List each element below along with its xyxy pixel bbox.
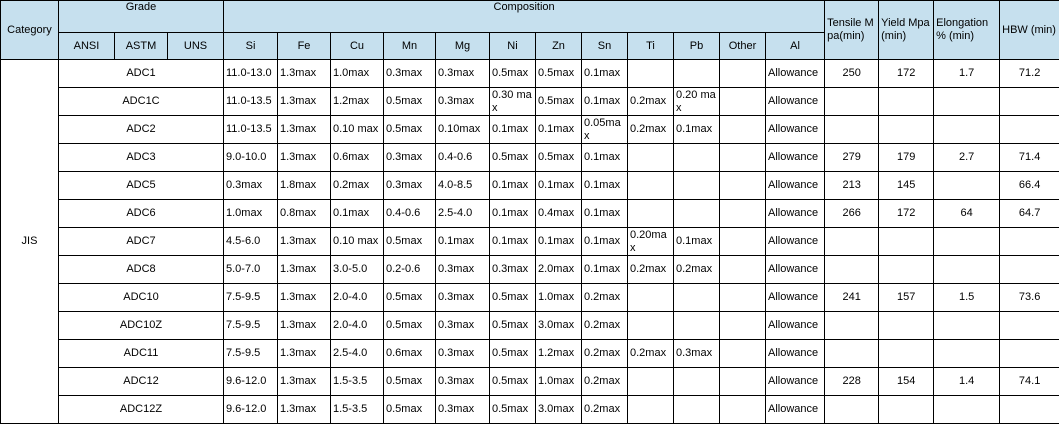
pb-cell: 0.3max: [674, 340, 720, 368]
mg-cell: 4.0-8.5: [436, 172, 490, 200]
ni-cell: 0.5max: [490, 144, 536, 172]
ni-header: Ni: [490, 33, 536, 60]
table-row: [1, 144, 1059, 172]
ti-cell: 0.2max: [628, 88, 674, 116]
zn-cell: 0.1max: [536, 228, 582, 256]
zn-cell: 0.1max: [536, 116, 582, 144]
ni-cell: 0.5max: [490, 60, 536, 88]
pb-cell: 0.1max: [674, 228, 720, 256]
ni-cell: 0.30 max: [490, 88, 536, 116]
sn-header: Sn: [582, 33, 628, 60]
hbw-cell: 71.4: [1000, 144, 1059, 172]
table-row: [1, 200, 1059, 228]
other-cell: [720, 88, 766, 116]
grade-cell: ADC12Z: [59, 396, 224, 424]
mg-cell: 0.3max: [436, 312, 490, 340]
elongation-cell: 64: [934, 200, 1000, 228]
mg-cell: 0.10max: [436, 116, 490, 144]
tensile-cell: 241: [825, 284, 879, 312]
zn-cell: 1.0max: [536, 284, 582, 312]
pb-cell: [674, 312, 720, 340]
composition-header: Composition: [224, 1, 825, 33]
si-cell: 9.6-12.0: [224, 396, 278, 424]
other-cell: [720, 200, 766, 228]
hbw-cell: [1000, 256, 1059, 284]
other-cell: [720, 256, 766, 284]
yield-cell: 154: [879, 368, 934, 396]
pb-header: Pb: [674, 33, 720, 60]
fe-cell: 1.3max: [278, 340, 331, 368]
mg-cell: 0.3max: [436, 368, 490, 396]
mg-cell: 0.3max: [436, 256, 490, 284]
tensile-cell: [825, 312, 879, 340]
hbw-cell: 71.2: [1000, 60, 1059, 88]
ti-cell: 0.2max: [628, 116, 674, 144]
al-cell: Allowance: [766, 144, 825, 172]
cu-cell: 1.2max: [331, 88, 384, 116]
al-cell: Allowance: [766, 256, 825, 284]
yield-cell: [879, 256, 934, 284]
mg-cell: 0.4-0.6: [436, 144, 490, 172]
sn-cell: 0.1max: [582, 200, 628, 228]
si-cell: 7.5-9.5: [224, 284, 278, 312]
mn-cell: 0.3max: [384, 144, 436, 172]
other-cell: [720, 144, 766, 172]
hbw-cell: [1000, 228, 1059, 256]
sn-cell: 0.1max: [582, 256, 628, 284]
si-cell: 9.6-12.0: [224, 368, 278, 396]
al-header: Al: [766, 33, 825, 60]
mn-header: Mn: [384, 33, 436, 60]
si-cell: 7.5-9.5: [224, 312, 278, 340]
cu-cell: 3.0-5.0: [331, 256, 384, 284]
cu-cell: 2.0-4.0: [331, 284, 384, 312]
yield-header: Yield Mpa (min): [879, 1, 934, 60]
cu-cell: 1.0max: [331, 60, 384, 88]
elongation-cell: 2.7: [934, 144, 1000, 172]
hbw-cell: 66.4: [1000, 172, 1059, 200]
grade-cell: ADC6: [59, 200, 224, 228]
sn-cell: 0.2max: [582, 340, 628, 368]
pb-cell: 0.20 max: [674, 88, 720, 116]
yield-cell: [879, 116, 934, 144]
grade-cell: ADC12: [59, 368, 224, 396]
sn-cell: 0.05max: [582, 116, 628, 144]
tensile-cell: [825, 228, 879, 256]
mn-cell: 0.5max: [384, 396, 436, 424]
pb-cell: [674, 396, 720, 424]
si-cell: 9.0-10.0: [224, 144, 278, 172]
ti-cell: 0.2max: [628, 256, 674, 284]
sn-cell: 0.1max: [582, 228, 628, 256]
zn-cell: 1.0max: [536, 368, 582, 396]
hbw-cell: [1000, 312, 1059, 340]
al-cell: Allowance: [766, 88, 825, 116]
tensile-cell: [825, 116, 879, 144]
al-cell: Allowance: [766, 60, 825, 88]
fe-cell: 1.3max: [278, 256, 331, 284]
elongation-cell: [934, 88, 1000, 116]
table-row: [1, 116, 1059, 144]
zn-cell: 3.0max: [536, 312, 582, 340]
table-row: [1, 340, 1059, 368]
ni-cell: 0.5max: [490, 368, 536, 396]
si-cell: 0.3max: [224, 172, 278, 200]
mn-cell: 0.6max: [384, 340, 436, 368]
pb-cell: 0.2max: [674, 256, 720, 284]
table-row: [1, 88, 1059, 116]
ti-cell: [628, 60, 674, 88]
grade-cell: ADC5: [59, 172, 224, 200]
ansi-header: ANSI: [59, 33, 115, 60]
grade-cell: ADC10Z: [59, 312, 224, 340]
cu-header: Cu: [331, 33, 384, 60]
grade-header: Grade: [59, 1, 224, 33]
mn-cell: 0.4-0.6: [384, 200, 436, 228]
ti-cell: [628, 200, 674, 228]
pb-cell: [674, 144, 720, 172]
elongation-cell: 1.5: [934, 284, 1000, 312]
elongation-cell: 1.4: [934, 368, 1000, 396]
mg-cell: 0.3max: [436, 340, 490, 368]
si-cell: 7.5-9.5: [224, 340, 278, 368]
cu-cell: 0.10 max: [331, 116, 384, 144]
grade-cell: ADC1C: [59, 88, 224, 116]
ni-cell: 0.5max: [490, 312, 536, 340]
table-row: [1, 368, 1059, 396]
other-cell: [720, 284, 766, 312]
grade-cell: ADC8: [59, 256, 224, 284]
other-cell: [720, 396, 766, 424]
sn-cell: 0.2max: [582, 396, 628, 424]
al-cell: Allowance: [766, 368, 825, 396]
elongation-cell: [934, 312, 1000, 340]
uns-header: UNS: [168, 33, 224, 60]
sn-cell: 0.1max: [582, 144, 628, 172]
elongation-header: Elongation % (min): [934, 1, 1000, 60]
yield-cell: [879, 340, 934, 368]
table-row: [1, 284, 1059, 312]
ti-cell: [628, 396, 674, 424]
zn-cell: 0.4max: [536, 200, 582, 228]
other-cell: [720, 340, 766, 368]
pb-cell: 0.1max: [674, 116, 720, 144]
mg-cell: 0.3max: [436, 396, 490, 424]
zn-cell: 2.0max: [536, 256, 582, 284]
mn-cell: 0.3max: [384, 172, 436, 200]
table-row: [1, 312, 1059, 340]
al-cell: Allowance: [766, 312, 825, 340]
yield-cell: 172: [879, 60, 934, 88]
cu-cell: 0.6max: [331, 144, 384, 172]
astm-header: ASTM: [115, 33, 168, 60]
other-cell: [720, 116, 766, 144]
tensile-cell: [825, 88, 879, 116]
fe-cell: 1.3max: [278, 88, 331, 116]
hbw-cell: [1000, 340, 1059, 368]
tensile-header: Tensile Mpa(min): [825, 1, 879, 60]
zn-cell: 0.5max: [536, 88, 582, 116]
hbw-cell: 73.6: [1000, 284, 1059, 312]
elongation-cell: [934, 340, 1000, 368]
al-cell: Allowance: [766, 284, 825, 312]
fe-cell: 1.3max: [278, 284, 331, 312]
mn-cell: 0.2-0.6: [384, 256, 436, 284]
hbw-cell: [1000, 88, 1059, 116]
ni-cell: 0.1max: [490, 116, 536, 144]
pb-cell: [674, 172, 720, 200]
mg-cell: 0.3max: [436, 88, 490, 116]
mn-cell: 0.5max: [384, 228, 436, 256]
yield-cell: 157: [879, 284, 934, 312]
yield-cell: [879, 312, 934, 340]
grade-cell: ADC11: [59, 340, 224, 368]
hbw-cell: 64.7: [1000, 200, 1059, 228]
sn-cell: 0.2max: [582, 368, 628, 396]
ti-cell: [628, 312, 674, 340]
tensile-cell: 250: [825, 60, 879, 88]
table-row: [1, 228, 1059, 256]
fe-cell: 1.3max: [278, 116, 331, 144]
mn-cell: 0.5max: [384, 284, 436, 312]
cu-cell: 0.10 max: [331, 228, 384, 256]
sn-cell: 0.1max: [582, 88, 628, 116]
mn-cell: 0.3max: [384, 60, 436, 88]
hbw-header: HBW (min): [1000, 1, 1059, 60]
yield-cell: 145: [879, 172, 934, 200]
other-cell: [720, 368, 766, 396]
zn-cell: 0.5max: [536, 144, 582, 172]
yield-cell: [879, 228, 934, 256]
ni-cell: 0.1max: [490, 172, 536, 200]
category-header: Category: [1, 1, 59, 60]
ni-cell: 0.5max: [490, 284, 536, 312]
hbw-cell: [1000, 396, 1059, 424]
tensile-cell: [825, 256, 879, 284]
yield-cell: [879, 396, 934, 424]
mg-cell: 0.3max: [436, 284, 490, 312]
cu-cell: 0.2max: [331, 172, 384, 200]
other-cell: [720, 60, 766, 88]
cu-cell: 0.1max: [331, 200, 384, 228]
tensile-cell: [825, 396, 879, 424]
other-cell: [720, 312, 766, 340]
tensile-cell: 266: [825, 200, 879, 228]
si-cell: 5.0-7.0: [224, 256, 278, 284]
grade-cell: ADC10: [59, 284, 224, 312]
ti-cell: [628, 368, 674, 396]
fe-cell: 1.3max: [278, 396, 331, 424]
yield-cell: 179: [879, 144, 934, 172]
pb-cell: [674, 60, 720, 88]
fe-cell: 1.3max: [278, 368, 331, 396]
fe-cell: 1.3max: [278, 312, 331, 340]
tensile-cell: 228: [825, 368, 879, 396]
other-cell: [720, 228, 766, 256]
sn-cell: 0.2max: [582, 284, 628, 312]
tensile-cell: 279: [825, 144, 879, 172]
cu-cell: 2.0-4.0: [331, 312, 384, 340]
mn-cell: 0.5max: [384, 368, 436, 396]
ti-cell: 0.20max: [628, 228, 674, 256]
fe-cell: 1.3max: [278, 144, 331, 172]
hbw-cell: [1000, 116, 1059, 144]
yield-cell: 172: [879, 200, 934, 228]
other-header: Other: [720, 33, 766, 60]
table-row: [1, 172, 1059, 200]
grade-cell: ADC7: [59, 228, 224, 256]
zn-cell: 0.1max: [536, 172, 582, 200]
si-cell: 11.0-13.5: [224, 88, 278, 116]
table-row: [1, 396, 1059, 424]
al-cell: Allowance: [766, 340, 825, 368]
sn-cell: 0.2max: [582, 312, 628, 340]
pb-cell: [674, 284, 720, 312]
elongation-cell: 1.7: [934, 60, 1000, 88]
mn-cell: 0.5max: [384, 88, 436, 116]
elongation-cell: [934, 116, 1000, 144]
al-cell: Allowance: [766, 116, 825, 144]
ti-header: Ti: [628, 33, 674, 60]
al-cell: Allowance: [766, 172, 825, 200]
ti-cell: 0.2max: [628, 340, 674, 368]
fe-cell: 1.3max: [278, 60, 331, 88]
grade-cell: ADC3: [59, 144, 224, 172]
zn-header: Zn: [536, 33, 582, 60]
al-cell: Allowance: [766, 200, 825, 228]
table-row: [1, 256, 1059, 284]
header-row-1: [1, 1, 1059, 33]
elongation-cell: [934, 228, 1000, 256]
grade-cell: ADC2: [59, 116, 224, 144]
fe-header: Fe: [278, 33, 331, 60]
pb-cell: [674, 200, 720, 228]
ni-cell: 0.5max: [490, 396, 536, 424]
grade-cell: ADC1: [59, 60, 224, 88]
zn-cell: 3.0max: [536, 396, 582, 424]
yield-cell: [879, 88, 934, 116]
si-header: Si: [224, 33, 278, 60]
sn-cell: 0.1max: [582, 172, 628, 200]
hbw-cell: 74.1: [1000, 368, 1059, 396]
si-cell: 11.0-13.5: [224, 116, 278, 144]
fe-cell: 1.3max: [278, 228, 331, 256]
si-cell: 1.0max: [224, 200, 278, 228]
elongation-cell: [934, 256, 1000, 284]
elongation-cell: [934, 396, 1000, 424]
other-cell: [720, 172, 766, 200]
fe-cell: 0.8max: [278, 200, 331, 228]
fe-cell: 1.8max: [278, 172, 331, 200]
zn-cell: 1.2max: [536, 340, 582, 368]
mg-cell: 2.5-4.0: [436, 200, 490, 228]
table-row: [1, 60, 1059, 88]
ti-cell: [628, 284, 674, 312]
cu-cell: 1.5-3.5: [331, 368, 384, 396]
ni-cell: 0.3max: [490, 256, 536, 284]
mg-header: Mg: [436, 33, 490, 60]
ti-cell: [628, 144, 674, 172]
sn-cell: 0.1max: [582, 60, 628, 88]
zn-cell: 0.5max: [536, 60, 582, 88]
cu-cell: 1.5-3.5: [331, 396, 384, 424]
ni-cell: 0.1max: [490, 200, 536, 228]
tensile-cell: 213: [825, 172, 879, 200]
pb-cell: [674, 368, 720, 396]
mn-cell: 0.5max: [384, 312, 436, 340]
elongation-cell: [934, 172, 1000, 200]
si-cell: 11.0-13.0: [224, 60, 278, 88]
tensile-cell: [825, 340, 879, 368]
al-cell: Allowance: [766, 396, 825, 424]
si-cell: 4.5-6.0: [224, 228, 278, 256]
mn-cell: 0.5max: [384, 116, 436, 144]
ni-cell: 0.5max: [490, 340, 536, 368]
category-cell: JIS: [1, 60, 59, 424]
al-cell: Allowance: [766, 228, 825, 256]
mg-cell: 0.3max: [436, 60, 490, 88]
ti-cell: [628, 172, 674, 200]
cu-cell: 2.5-4.0: [331, 340, 384, 368]
ni-cell: 0.1max: [490, 228, 536, 256]
mg-cell: 0.1max: [436, 228, 490, 256]
